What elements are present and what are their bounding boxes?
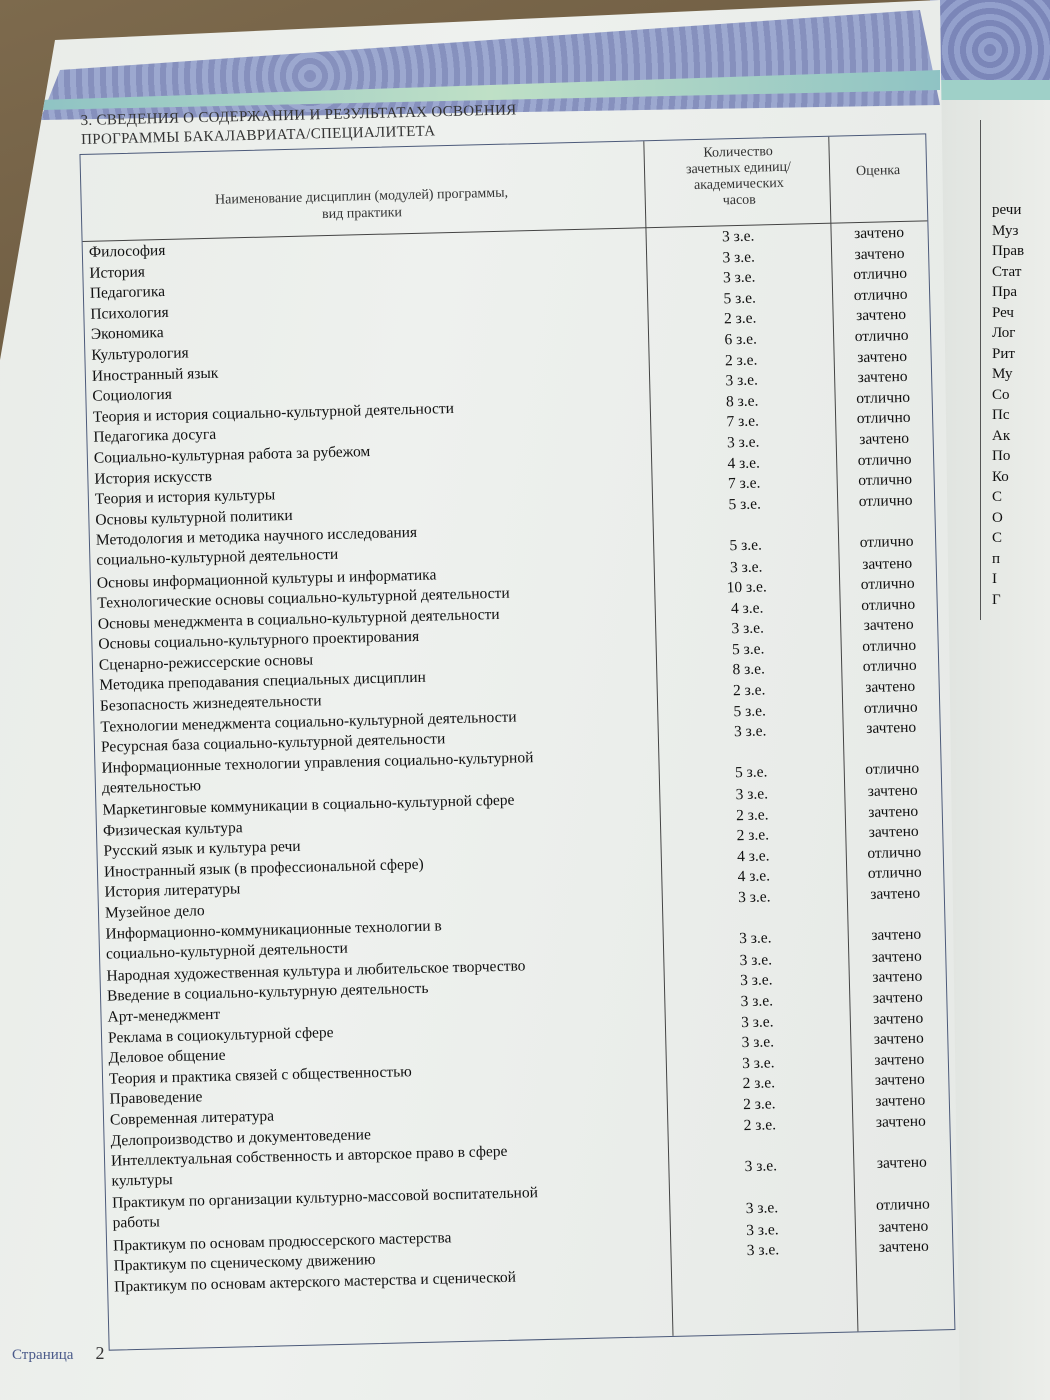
right-page-fragment: Г xyxy=(992,591,1001,608)
header-discipline-name xyxy=(161,183,562,227)
grade-cell: отлично xyxy=(861,595,916,614)
right-page-fragment: С xyxy=(992,530,1003,546)
credits-cell: 3 з.е. xyxy=(746,1220,779,1239)
section-title-line-2: ПРОГРАММЫ БАКАЛАВРИАТА/СПЕЦИАЛИТЕТА xyxy=(80,123,436,149)
right-page-fragment: Муз xyxy=(992,222,1019,239)
credits-cell: 5 з.е. xyxy=(733,702,767,720)
grade-cell: зачтено xyxy=(859,429,910,449)
credits-cell: 2 з.е. xyxy=(742,1074,776,1093)
header-credits xyxy=(650,143,827,211)
credits-cell: 2 з.е. xyxy=(724,351,758,369)
grade-cell: зачтено xyxy=(855,306,907,325)
grade-cell: зачтено xyxy=(878,1217,929,1236)
discipline-name-line: Реклама в социокультурной сфере xyxy=(107,1023,334,1047)
credits-cell: 8 з.е. xyxy=(725,392,759,411)
credits-cell: 2 з.е. xyxy=(735,806,769,824)
grade-cell: зачтено xyxy=(856,347,908,366)
discipline-name-line: Музейное дело xyxy=(104,902,205,922)
grade-cell: отлично xyxy=(857,450,912,469)
credits-cell: 3 з.е. xyxy=(725,371,759,390)
right-page-fragment: Ко xyxy=(992,468,1009,485)
credits-cell: 10 з.е. xyxy=(726,578,768,597)
credits-cell: 4 з.е. xyxy=(736,847,770,866)
discipline-name-line: Информационные технологии управления социально-культурной xyxy=(101,748,534,777)
grade-cell: зачтено xyxy=(853,223,905,243)
page-footer xyxy=(12,1343,104,1364)
right-page-fragment: О xyxy=(992,509,1003,526)
grade-cell: зачтено xyxy=(862,554,913,573)
discipline-name-line: Информационно-коммуникационные технологии в xyxy=(105,917,442,943)
grade-cell: отлично xyxy=(862,636,917,655)
discipline-name-line: Основы культурной политики xyxy=(95,506,293,529)
grade-cell: зачтено xyxy=(872,988,923,1007)
credits-cell: 7 з.е. xyxy=(727,474,761,493)
section-title-line-1: 3. СВЕДЕНИЯ О СОДЕРЖАНИИ И РЕЗУЛЬТАТАХ ОСВОЕНИЯ xyxy=(80,102,517,130)
discipline-name-line: Философия xyxy=(88,241,166,261)
grade-cell: зачтено xyxy=(857,368,908,387)
discipline-name-line: Теория и практика связей с общественностью xyxy=(108,1062,412,1088)
right-page-fragment: По xyxy=(992,448,1011,464)
grade-cell: зачтено xyxy=(867,781,918,801)
credits-cell: 3 з.е. xyxy=(741,1054,775,1072)
discipline-name-line: История искусств xyxy=(94,467,213,488)
discipline-name-line: Основы социально-культурного проектирования xyxy=(98,628,420,654)
discipline-name-line: Социология xyxy=(92,386,173,405)
header-credits-line-1: Количество xyxy=(703,144,773,161)
credits-cell: 3 з.е. xyxy=(731,619,765,638)
grade-cell: отлично xyxy=(875,1195,930,1214)
discipline-name-line: Педагогика досуга xyxy=(93,426,217,447)
discipline-name-line: Безопасность жизнедеятельности xyxy=(99,692,322,715)
grade-cell: отлично xyxy=(867,864,922,883)
grade-cell: отлично xyxy=(859,532,914,552)
page-number: 2 xyxy=(95,1343,105,1363)
grade-cell: отлично xyxy=(860,574,915,594)
discipline-name-line: деятельностью xyxy=(101,777,202,797)
discipline-name-line: Методология и методика научного исследования xyxy=(95,524,418,550)
grade-cell: зачтено xyxy=(870,884,921,903)
credits-cell: 3 з.е. xyxy=(741,1033,775,1052)
grade-cell: зачтено xyxy=(863,616,914,635)
grade-cell: зачтено xyxy=(874,1050,925,1069)
grade-cell: отлично xyxy=(863,698,918,717)
discipline-name-line: Методика преподавания специальных дисциплин xyxy=(99,669,427,695)
discipline-name-line: Иностранный язык xyxy=(91,364,219,385)
credits-cell: 2 з.е. xyxy=(732,681,766,700)
grade-cell: зачтено xyxy=(868,822,919,842)
grade-cell: зачтено xyxy=(874,1071,925,1090)
header-credits-line-4: часов xyxy=(722,192,757,209)
discipline-name-line: Народная художественная культура и любительское творчество xyxy=(106,957,526,985)
header-credits-line-3: академических xyxy=(693,175,784,194)
discipline-name-line: Педагогика xyxy=(89,283,166,303)
discipline-name-line: Технологии менеджмента социально-культурной деятельности xyxy=(100,708,517,736)
grade-cell: зачтено xyxy=(872,968,923,987)
credits-cell: 3 з.е. xyxy=(744,1157,778,1175)
credits-cell: 3 з.е. xyxy=(737,888,771,907)
discipline-name-line: Практикум по основам продюссерского мастерства xyxy=(112,1228,452,1255)
diploma-supplement-content xyxy=(40,73,971,1365)
section-title xyxy=(80,101,517,150)
grade-cell: отлично xyxy=(867,843,922,862)
discipline-name-line: Современная литература xyxy=(109,1107,275,1129)
right-page-fragment: Рит xyxy=(992,345,1015,362)
discipline-name-line: Правоведение xyxy=(109,1088,203,1108)
discipline-name-line: работы xyxy=(112,1213,161,1232)
credits-cell: 3 з.е. xyxy=(722,268,756,287)
discipline-name-line: культуры xyxy=(111,1171,173,1190)
grade-cell: отлично xyxy=(858,470,913,490)
credits-cell: 2 з.е. xyxy=(736,826,770,845)
right-page-fragment: Лог xyxy=(992,325,1016,341)
right-page-fragment: Му xyxy=(992,366,1013,382)
header-grade: Оценка xyxy=(855,163,901,180)
credits-cell: 3 з.е. xyxy=(740,992,774,1011)
discipline-name-line: Основы менеджмента в социально-культурной деятельности xyxy=(97,605,500,633)
grade-cell: зачтено xyxy=(871,947,922,966)
credits-cell: 4 з.е. xyxy=(727,454,761,472)
credits-cell: 2 з.е. xyxy=(742,1095,776,1114)
discipline-name-line: Основы информационной культуры и информатика xyxy=(96,565,437,592)
grade-cell: зачтено xyxy=(873,1009,924,1028)
discipline-name-line: Ресурсная база социально-культурной деятельности xyxy=(100,730,446,756)
grade-cell: отлично xyxy=(862,657,917,676)
discipline-name-line: Теория и история культуры xyxy=(94,486,276,508)
discipline-name-line: Арт-менеджмент xyxy=(107,1005,221,1026)
credits-cell: 4 з.е. xyxy=(737,867,771,886)
credits-cell: 3 з.е. xyxy=(738,929,772,948)
right-page-fragment: Пра xyxy=(992,284,1017,300)
header-discipline-line-2: вид практики xyxy=(321,205,403,223)
grade-cell: зачтено xyxy=(873,1029,924,1049)
discipline-name-line: Теория и история социально-культурной деятельности xyxy=(92,399,455,426)
discipline-name-line: Русский язык и культура речи xyxy=(103,838,301,860)
right-page-fragment: Реч xyxy=(992,304,1014,321)
credits-cell: 3 з.е. xyxy=(733,722,767,741)
credits-cell: 3 з.е. xyxy=(735,785,769,804)
discipline-name-line: Сценарно-режиссерские основы xyxy=(98,651,314,674)
right-page-fragment: Прав xyxy=(992,243,1025,259)
grade-cell: зачтено xyxy=(878,1237,930,1256)
credits-cell: 4 з.е. xyxy=(730,599,764,617)
discipline-name-line: Иностранный язык (в профессиональной сфере) xyxy=(103,855,424,881)
discipline-name-line: Делопроизводство и документоведение xyxy=(110,1125,372,1150)
credits-cell: 5 з.е. xyxy=(734,763,768,782)
credits-cell: 5 з.е. xyxy=(729,536,763,555)
right-page-accent-stripe xyxy=(930,80,1050,100)
right-page-fragment: п xyxy=(992,550,1001,567)
right-page-text-fragments xyxy=(992,200,1024,610)
discipline-name-line: История литературы xyxy=(104,880,241,902)
grade-cell: зачтено xyxy=(876,1153,927,1172)
credits-cell: 3 з.е. xyxy=(726,433,760,452)
credits-cell: 6 з.е. xyxy=(724,330,758,349)
right-page-fragment: Стат xyxy=(992,263,1022,280)
discipline-name-line: Культурология xyxy=(91,344,189,364)
grade-cell: зачтено xyxy=(854,244,905,263)
credits-cell: 5 з.е. xyxy=(728,495,762,514)
page-label: Страница xyxy=(12,1347,74,1363)
credits-cell: 7 з.е. xyxy=(726,412,760,431)
discipline-name-line: социально-культурной деятельности xyxy=(105,939,348,963)
discipline-name-line: Деловое общение xyxy=(108,1046,226,1067)
grade-cell: отлично xyxy=(856,409,911,428)
credits-cell: 3 з.е. xyxy=(721,227,755,246)
credits-cell: 3 з.е. xyxy=(722,248,756,266)
header-discipline-line-1: Наименование дисциплин (модулей) программы, xyxy=(214,185,509,208)
credits-cell: 3 з.е. xyxy=(739,951,773,969)
discipline-name-line: Психология xyxy=(90,303,169,323)
discipline-name-line: Практикум по организации культурно-массовой воспитательной xyxy=(111,1184,539,1212)
credits-cell: 8 з.е. xyxy=(732,660,766,679)
grade-cell: отлично xyxy=(865,760,920,779)
discipline-name-line: Интеллектуальная собственность и авторское право в сфере xyxy=(110,1143,508,1170)
table-body xyxy=(83,222,954,1298)
grade-cell: зачтено xyxy=(875,1091,926,1110)
right-page-fragment: Ак xyxy=(992,427,1011,444)
grade-cell: отлично xyxy=(853,285,908,304)
discipline-name-line: Введение в социально-культурную деятельность xyxy=(106,980,429,1006)
discipline-name-line: Физическая культура xyxy=(102,818,243,840)
grade-cell: зачтено xyxy=(871,925,922,945)
right-page-fragment: Со xyxy=(992,386,1010,403)
grade-cell: зачтено xyxy=(866,719,917,738)
grade-cell: отлично xyxy=(853,265,908,284)
grade-cell: зачтено xyxy=(868,802,919,821)
discipline-name-line: История xyxy=(89,263,146,282)
right-page-fragment: С xyxy=(992,489,1003,505)
credits-cell: 3 з.е. xyxy=(729,557,763,576)
credits-cell: 3 з.е. xyxy=(740,1012,774,1031)
grade-cell: зачтено xyxy=(875,1112,926,1131)
credits-cell: 5 з.е. xyxy=(731,640,765,659)
discipline-name-line: Практикум по сценическому движению xyxy=(113,1251,376,1275)
right-page-fragment: Пс xyxy=(992,407,1010,423)
discipline-name-line: Маркетинговые коммуникации в социально-культурной сфере xyxy=(102,791,515,819)
discipline-name-line: Практикум по основам актерского мастерства и сценической xyxy=(113,1268,517,1296)
right-page-fragment: I xyxy=(992,571,997,587)
credits-cell: 2 з.е. xyxy=(723,309,757,328)
credits-cell: 3 з.е. xyxy=(746,1241,780,1260)
credits-cell: 2 з.е. xyxy=(743,1115,777,1134)
discipline-name-line: социально-культурной деятельности xyxy=(96,546,339,570)
credits-cell: 3 з.е. xyxy=(739,971,773,990)
discipline-name-line: Технологические основы социально-культурной деятельности xyxy=(97,584,510,612)
credits-cell: 5 з.е. xyxy=(723,289,757,308)
grade-cell: отлично xyxy=(854,326,909,346)
grade-cell: отлично xyxy=(856,388,911,407)
grade-cell: отлично xyxy=(858,491,913,510)
header-credits-line-2: зачетных единиц/ xyxy=(685,159,792,178)
discipline-name-line: Экономика xyxy=(90,324,164,344)
discipline-name-line: Социально-культурная работа за рубежом xyxy=(93,442,371,467)
disciplines-table xyxy=(79,133,955,1350)
right-page-fragment: речи xyxy=(992,202,1022,218)
credits-cell: 3 з.е. xyxy=(745,1199,779,1217)
grade-cell: зачтено xyxy=(865,677,916,697)
